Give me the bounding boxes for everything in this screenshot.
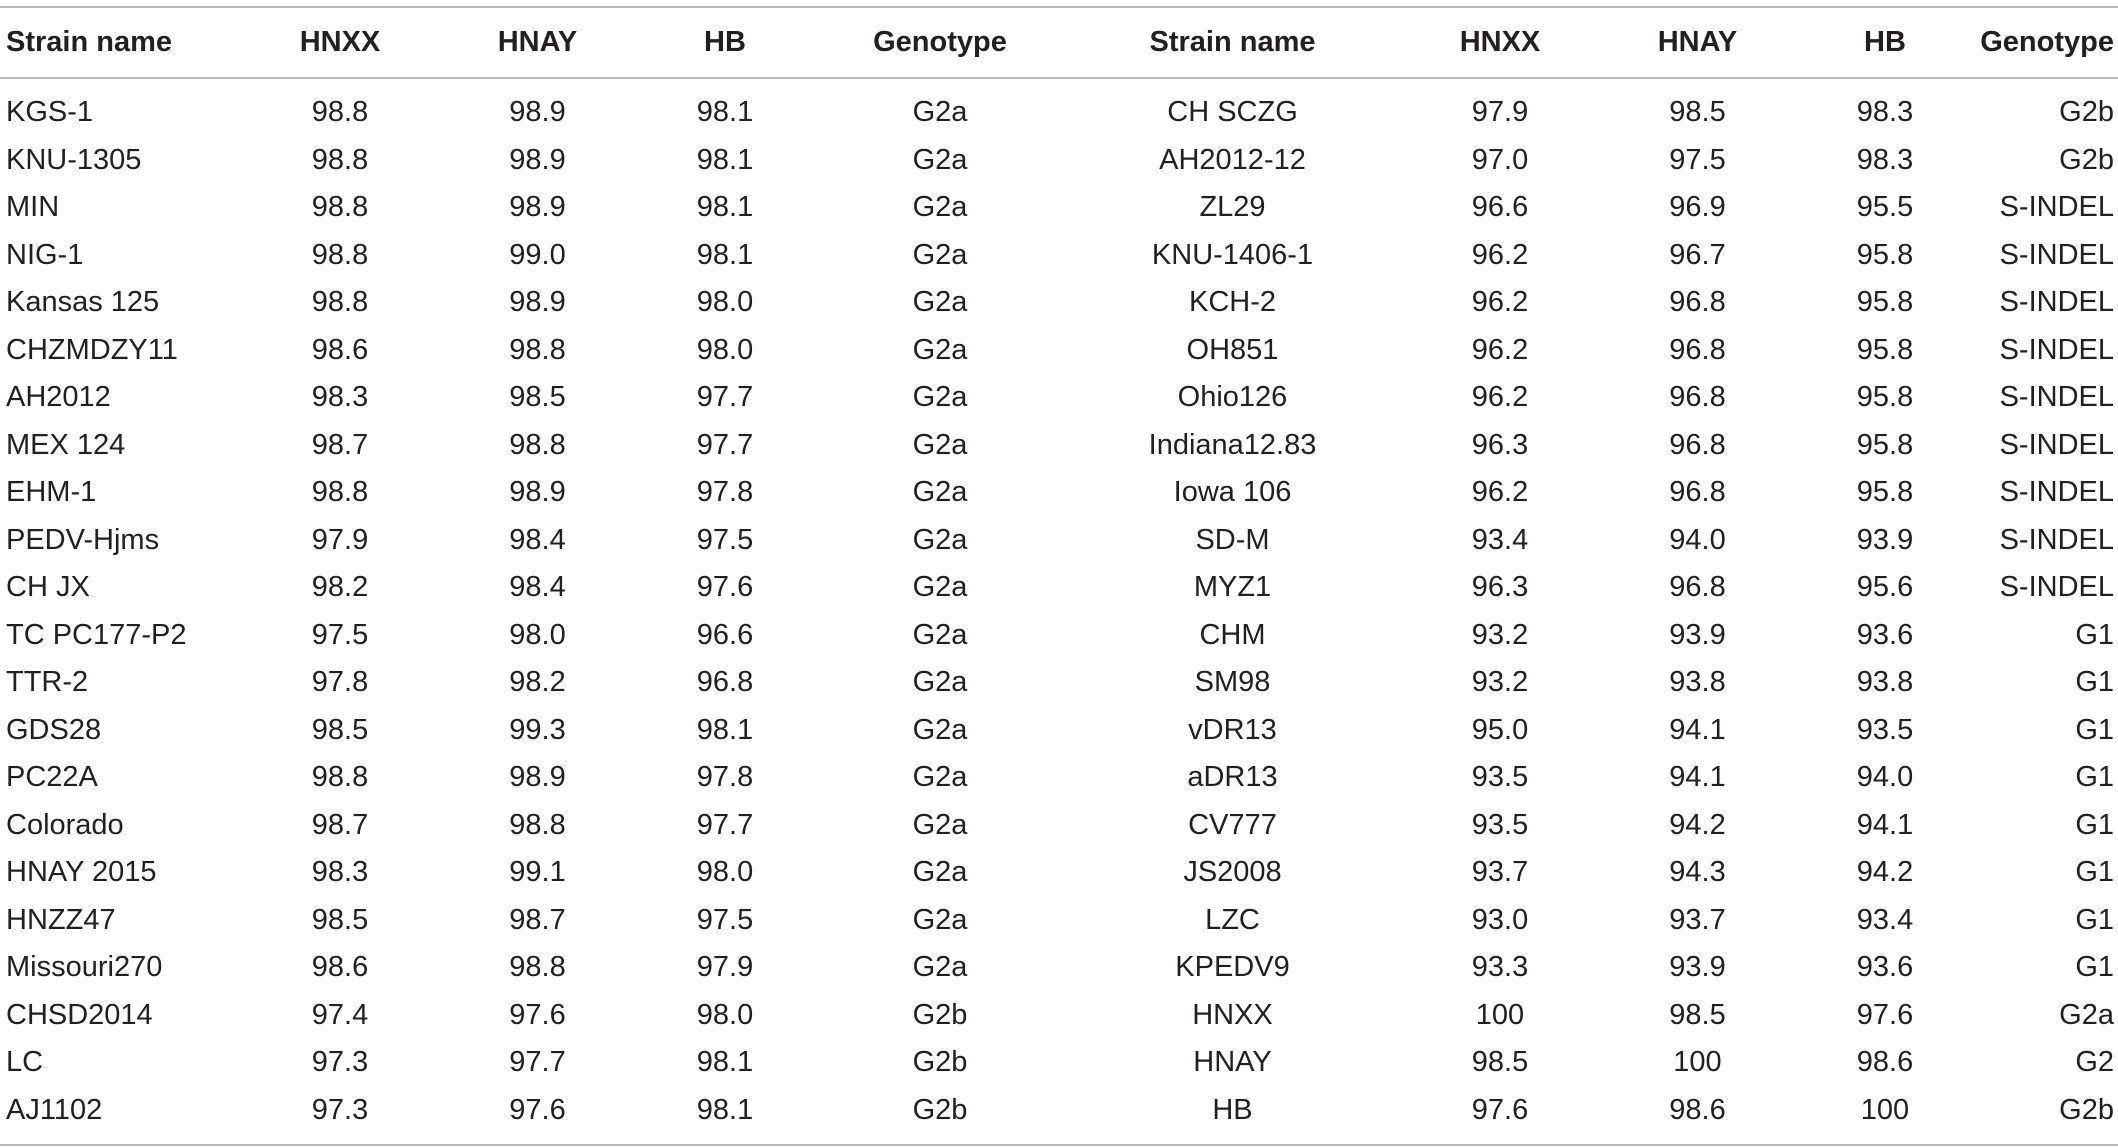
table-cell: 97.4 [311, 998, 369, 1031]
table-cell: ZL29 [1199, 191, 1266, 224]
table-cell: 98.9 [509, 191, 566, 224]
table-cell: 96.3 [1471, 428, 1529, 461]
table-cell: KNU-1406-1 [1151, 238, 1314, 271]
table-cell: 94.0 [1669, 523, 1726, 556]
table-cell: S-INDEL [1999, 381, 2114, 414]
table-cell: G2b [2059, 143, 2114, 176]
table-cell: 95.8 [1856, 286, 1914, 319]
table-cell: G1 [2075, 713, 2114, 746]
table-cell: 93.7 [1669, 903, 1726, 936]
table-cell: 98.1 [696, 143, 754, 176]
table-cell: 93.5 [1471, 808, 1529, 841]
table-cell: G2a [912, 476, 968, 509]
table-cell: 96.2 [1471, 381, 1529, 414]
table-cell: 98.8 [509, 808, 566, 841]
table-cell: S-INDEL [1999, 238, 2114, 271]
table-cell: 99.3 [509, 713, 566, 746]
table-cell: Indiana12.83 [1148, 428, 1317, 461]
table-cell: KCH-2 [1188, 286, 1276, 319]
table-cell: 94.2 [1669, 808, 1726, 841]
table-cell: S-INDEL [1999, 523, 2114, 556]
column-header: Strain name [6, 26, 172, 58]
table-cell: 98.2 [311, 571, 369, 604]
table-cell: 97.8 [311, 666, 369, 699]
table-cell: 98.0 [509, 618, 566, 651]
table-cell: 93.5 [1471, 761, 1529, 794]
table-cell: 98.8 [311, 96, 369, 129]
table-cell: G2a [912, 333, 968, 366]
table-cell: 96.8 [1669, 571, 1726, 604]
table-cell: 98.1 [696, 713, 754, 746]
table-cell: G1 [2075, 951, 2114, 984]
table-cell: 93.9 [1669, 618, 1726, 651]
table-cell: 99.0 [509, 238, 566, 271]
table-cell: 97.8 [696, 761, 754, 794]
table-cell: Missouri270 [6, 951, 163, 984]
table-cell: 96.2 [1471, 238, 1529, 271]
table-cell: 95.0 [1471, 713, 1529, 746]
table-cell: 98.5 [509, 381, 566, 414]
table-cell: S-INDEL [1999, 428, 2114, 461]
table-cell: G1 [2075, 856, 2114, 889]
table-cell: Ohio126 [1177, 381, 1288, 414]
table-cell: 93.6 [1856, 951, 1914, 984]
table-cell: G2a [912, 191, 968, 224]
table-row [0, 137, 2118, 185]
table-cell: LZC [1205, 903, 1260, 936]
table-row [0, 849, 2118, 897]
column-header: Genotype [1980, 26, 2114, 58]
table-cell: 93.4 [1471, 523, 1529, 556]
table-cell: 98.0 [696, 286, 754, 319]
table-cell: 93.2 [1471, 618, 1529, 651]
table-cell: 98.6 [311, 951, 369, 984]
column-header: Genotype [873, 26, 1007, 58]
table-cell: G2b [912, 998, 968, 1031]
table-row [0, 327, 2118, 375]
table-cell: MIN [6, 191, 60, 224]
table-cell: 94.1 [1669, 761, 1726, 794]
table-cell: 97.6 [509, 998, 566, 1031]
table-cell: 97.5 [696, 903, 754, 936]
column-header: Strain name [1149, 26, 1316, 58]
table-cell: 95.5 [1856, 191, 1914, 224]
table-cell: AJ1102 [6, 1093, 103, 1126]
table-cell: G2a [912, 143, 968, 176]
table-row [0, 802, 2118, 850]
table-cell: 93.9 [1669, 951, 1726, 984]
table-cell: KNU-1305 [6, 143, 142, 176]
table-row [0, 612, 2118, 660]
table-cell: TTR-2 [6, 666, 89, 699]
table-cell: 98.8 [509, 333, 566, 366]
table-cell: S-INDEL [1999, 333, 2114, 366]
table-cell: 96.9 [1669, 191, 1726, 224]
table-cell: 98.1 [696, 96, 754, 129]
table-cell: 98.8 [311, 143, 369, 176]
table-cell: 96.6 [696, 618, 754, 651]
table-cell: 98.5 [1471, 1046, 1529, 1079]
table-cell: 97.7 [509, 1046, 566, 1079]
table-row [0, 944, 2118, 992]
table-cell: 100 [1860, 1093, 1910, 1126]
table-cell: CH JX [6, 571, 90, 604]
table-cell: 98.1 [696, 1093, 754, 1126]
table-cell: AH2012 [6, 381, 111, 414]
table-cell: 98.5 [1669, 96, 1726, 129]
table-cell: 98.3 [1856, 143, 1914, 176]
table-cell: 98.1 [696, 191, 754, 224]
table-cell: G2b [912, 1046, 968, 1079]
table-cell: 96.6 [1471, 191, 1529, 224]
table-cell: AH2012-12 [1159, 143, 1306, 176]
table-cell: G1 [2075, 666, 2114, 699]
table-cell: 98.0 [696, 856, 754, 889]
table-cell: 93.8 [1669, 666, 1726, 699]
table-cell: LC [6, 1046, 44, 1079]
table-cell: 98.7 [311, 808, 369, 841]
table-cell: G2a [912, 286, 968, 319]
table-row [0, 232, 2118, 280]
table-cell: 94.2 [1856, 856, 1914, 889]
table-row [0, 422, 2118, 470]
table-cell: HB [1212, 1093, 1253, 1126]
table-cell: Iowa 106 [1173, 476, 1292, 509]
table-cell: S-INDEL [1999, 476, 2114, 509]
table-cell: 98.8 [509, 951, 566, 984]
table-cell: 97.3 [311, 1093, 369, 1126]
table-cell: 98.8 [311, 286, 369, 319]
table-cell: 95.6 [1856, 571, 1914, 604]
table-cell: 97.5 [311, 618, 369, 651]
table-cell: 96.2 [1471, 333, 1529, 366]
table-cell: JS2008 [1183, 856, 1282, 889]
column-header: HB [1864, 26, 1906, 58]
table-cell: 98.0 [696, 333, 754, 366]
table-cell: G2a [912, 618, 968, 651]
table-cell: G2a [912, 571, 968, 604]
table-cell: 95.8 [1856, 333, 1914, 366]
table-cell: 98.4 [509, 523, 566, 556]
table-cell: 96.8 [1669, 476, 1726, 509]
table-cell: PEDV-Hjms [6, 523, 160, 556]
table-header [0, 7, 2118, 78]
table-row [0, 279, 2118, 327]
table-cell: 97.9 [696, 951, 754, 984]
table-cell: 96.3 [1471, 571, 1529, 604]
table-row [0, 1039, 2118, 1087]
table-cell: 100 [1673, 1046, 1722, 1079]
table-cell: 98.9 [509, 761, 566, 794]
table-cell: 98.5 [311, 713, 369, 746]
table-cell: 97.7 [696, 381, 754, 414]
column-header: HNAY [497, 26, 578, 58]
table-cell: 98.8 [311, 761, 369, 794]
table-cell: 98.6 [1856, 1046, 1914, 1079]
table-row [0, 897, 2118, 945]
table-cell: G1 [2075, 761, 2114, 794]
table-cell: OH851 [1186, 333, 1279, 366]
table-cell: MEX 124 [6, 428, 126, 461]
table-cell: 93.9 [1856, 523, 1914, 556]
table-cell: 97.5 [1669, 143, 1726, 176]
table-cell: 98.7 [509, 903, 566, 936]
table-row [0, 1087, 2118, 1146]
table-row [0, 374, 2118, 422]
table-row [0, 992, 2118, 1040]
table-cell: 96.7 [1669, 238, 1726, 271]
table-row [0, 707, 2118, 755]
table-cell: 98.8 [311, 191, 369, 224]
table-cell: G2a [912, 96, 968, 129]
table-cell: G2b [2059, 96, 2114, 129]
table-cell: 96.8 [1669, 381, 1726, 414]
table-cell: 97.8 [696, 476, 754, 509]
table-cell: 98.1 [696, 238, 754, 271]
table-cell: CHSD2014 [6, 998, 153, 1031]
table-cell: 96.2 [1471, 476, 1529, 509]
table-row [0, 564, 2118, 612]
table-cell: MYZ1 [1193, 571, 1272, 604]
table-cell: G1 [2075, 903, 2114, 936]
table-cell: G1 [2075, 618, 2114, 651]
table-cell: 98.6 [311, 333, 369, 366]
table-row [0, 659, 2118, 707]
table-cell: 97.3 [311, 1046, 369, 1079]
table-cell: G2a [912, 428, 968, 461]
table-cell: 93.7 [1471, 856, 1529, 889]
table-cell: HNZZ47 [6, 903, 116, 936]
table-cell: HNXX [1192, 998, 1273, 1031]
table-cell: 97.9 [311, 523, 369, 556]
table-cell: 98.7 [311, 428, 369, 461]
table-cell: 99.1 [509, 856, 566, 889]
table-cell: 95.8 [1856, 428, 1914, 461]
table-cell: 98.1 [696, 1046, 754, 1079]
table-cell: 94.1 [1669, 713, 1726, 746]
table-cell: 93.3 [1471, 951, 1529, 984]
table-cell: G2 [2075, 1046, 2114, 1079]
table-cell: CHZMDZY11 [6, 333, 178, 366]
table-cell: GDS28 [6, 713, 102, 746]
table-cell: 97.5 [696, 523, 754, 556]
table-cell: G2a [912, 761, 968, 794]
column-header: HNXX [1459, 26, 1541, 58]
column-header: HNXX [299, 26, 381, 58]
table-cell: 97.6 [1471, 1093, 1529, 1126]
table-cell: CHM [1199, 618, 1266, 651]
table-cell: 97.9 [1471, 96, 1529, 129]
table-cell: 95.8 [1856, 476, 1914, 509]
table-cell: 100 [1475, 998, 1525, 1031]
table-cell: G2a [912, 238, 968, 271]
table-cell: S-INDEL [1999, 571, 2114, 604]
column-header: HB [704, 26, 746, 58]
column-header: HNAY [1657, 26, 1738, 58]
table-row [0, 78, 2118, 137]
table-cell: G2a [912, 856, 968, 889]
table-cell: 96.2 [1471, 286, 1529, 319]
table-cell: 98.3 [311, 856, 369, 889]
table-cell: 97.0 [1471, 143, 1529, 176]
table-cell: HNAY [1193, 1046, 1272, 1079]
table-cell: 95.8 [1856, 381, 1914, 414]
table-cell: 98.8 [311, 476, 369, 509]
table-cell: Colorado [6, 808, 124, 841]
table-cell: EHM-1 [6, 476, 97, 509]
table-cell: 98.9 [509, 143, 566, 176]
table-cell: 98.5 [311, 903, 369, 936]
table-cell: 96.8 [1669, 286, 1726, 319]
table-cell: SD-M [1195, 523, 1270, 556]
table-cell: vDR13 [1188, 713, 1277, 746]
table-cell: TC PC177-P2 [6, 618, 187, 651]
table-cell: 93.0 [1471, 903, 1529, 936]
table-cell: 93.8 [1856, 666, 1914, 699]
table-cell: 98.2 [509, 666, 566, 699]
table-cell: 95.8 [1856, 238, 1914, 271]
table-cell: 98.5 [1669, 998, 1726, 1031]
table-row [0, 754, 2118, 802]
table-cell: 98.0 [696, 998, 754, 1031]
table-cell: G2a [912, 523, 968, 556]
table-cell: 97.6 [1856, 998, 1914, 1031]
table-cell: G2a [912, 381, 968, 414]
table-cell: S-INDEL [1999, 286, 2114, 319]
table-cell: aDR13 [1187, 761, 1278, 794]
table-cell: 97.7 [696, 808, 754, 841]
table-cell: G2b [2059, 1093, 2114, 1126]
table-cell: Kansas 125 [6, 286, 160, 319]
table-row [0, 184, 2118, 232]
table-cell: G2a [912, 951, 968, 984]
table-cell: G2a [912, 903, 968, 936]
table-cell: 98.4 [509, 571, 566, 604]
table-cell: 97.6 [509, 1093, 566, 1126]
table-cell: 97.6 [696, 571, 754, 604]
table-cell: NIG-1 [6, 238, 84, 271]
table-cell: KGS-1 [6, 96, 94, 129]
table-cell: 98.3 [311, 381, 369, 414]
table-cell: KPEDV9 [1175, 951, 1290, 984]
table-cell: 94.1 [1856, 808, 1914, 841]
table-cell: G2a [912, 713, 968, 746]
table-cell: G2a [912, 808, 968, 841]
table-cell: 94.3 [1669, 856, 1726, 889]
table-cell: 98.9 [509, 476, 566, 509]
table-cell: 94.0 [1856, 761, 1914, 794]
table-cell: 98.8 [509, 428, 566, 461]
table-cell: 98.6 [1669, 1093, 1726, 1126]
table-row [0, 517, 2118, 565]
table-cell: 98.3 [1856, 96, 1914, 129]
table-cell: 98.9 [509, 286, 566, 319]
table-cell: G1 [2075, 808, 2114, 841]
table-cell: SM98 [1194, 666, 1271, 699]
table-cell: G2a [2059, 998, 2114, 1031]
table-cell: 93.4 [1856, 903, 1914, 936]
table-cell: S-INDEL [1999, 191, 2114, 224]
table-cell: 97.7 [696, 428, 754, 461]
table-cell: 93.6 [1856, 618, 1914, 651]
table-cell: 93.5 [1856, 713, 1914, 746]
table-body [0, 78, 2118, 1145]
table-cell: 96.8 [696, 666, 754, 699]
table-cell: 93.2 [1471, 666, 1529, 699]
table-cell: 98.9 [509, 96, 566, 129]
table-cell: CV777 [1188, 808, 1277, 841]
header-row [0, 7, 2118, 78]
table-cell: 98.8 [311, 238, 369, 271]
strain-identity-table [0, 6, 2118, 1146]
table-cell: G2a [912, 666, 968, 699]
table-cell: 96.8 [1669, 428, 1726, 461]
identity-table-container [0, 6, 2118, 1146]
table-cell: G2b [912, 1093, 968, 1126]
table-cell: 96.8 [1669, 333, 1726, 366]
table-row [0, 469, 2118, 517]
table-cell: CH SCZG [1167, 96, 1298, 129]
table-cell: PC22A [6, 761, 98, 794]
table-cell: HNAY 2015 [6, 856, 157, 889]
